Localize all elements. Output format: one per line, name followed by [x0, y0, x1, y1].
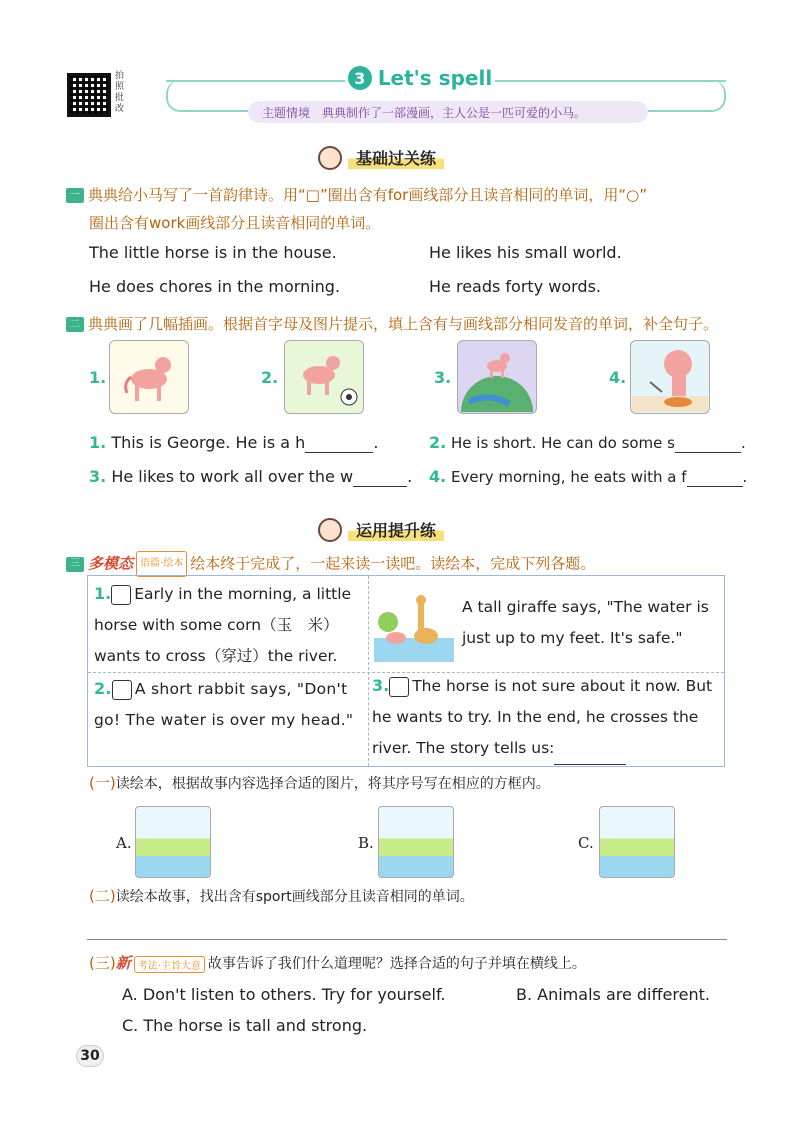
- unit-number: 3: [348, 66, 372, 90]
- story-grid: [87, 575, 725, 767]
- sub3-tag: 考法·主旨大意: [134, 956, 205, 973]
- q2-sentence-1: 1. This is George. He is a h .: [89, 433, 379, 452]
- q2-mark: 二: [66, 317, 84, 332]
- q2-sentence-3: 3. He likes to work all over the w .: [89, 467, 413, 486]
- theme-text: 典典制作了一部漫画，主人公是一匹可爱的小马。: [322, 105, 587, 120]
- qr-code[interactable]: [67, 73, 111, 117]
- q1-instruction-2: 圈出含有work画线部分且读音相同的单词。: [89, 214, 381, 232]
- theme-banner: [248, 101, 648, 123]
- horse-picture: [109, 340, 189, 414]
- giraffe-picture: [374, 592, 454, 662]
- horse-fork-picture: [630, 340, 710, 414]
- q1-sentence-2[interactable]: He likes his small world.: [429, 243, 622, 262]
- q3-mark: 三: [66, 557, 84, 572]
- multimodal-label: 多模态: [88, 554, 134, 573]
- sub3-option-a[interactable]: A. Don't listen to others. Try for yourself.: [122, 985, 446, 1004]
- horse-globe-picture: [457, 340, 537, 414]
- q1-instruction: 一 典典给小马写了一首韵律诗。用“□”圈出含有for画线部分且读音相同的单词，用“○”: [66, 183, 746, 207]
- q2-blank-2[interactable]: [675, 434, 741, 453]
- horse-soccer-picture: [284, 340, 364, 414]
- sub3-option-b[interactable]: B. Animals are different.: [516, 985, 710, 1004]
- q1-mark: 一: [66, 188, 84, 203]
- story-cell-1: 1. Early in the morning, a little horse with some corn（玉 米） wants to cross（穿过）the river.: [94, 584, 352, 665]
- q2-sentence-4: 4. Every morning, he eats with a f .: [429, 467, 748, 486]
- answer-box-3[interactable]: [389, 677, 409, 697]
- sub3: (三)新 考法·主旨大意 故事告诉了我们什么道理呢？选择合适的句子并填在横线上。: [89, 954, 586, 972]
- q2-img-num-4: 4.: [609, 368, 627, 387]
- q1-sentence-4[interactable]: He reads forty words.: [429, 277, 601, 296]
- q1-sentence-3[interactable]: He does chores in the morning.: [89, 277, 341, 296]
- q3-instruction: 三 多模态 语篇·绘本 绘本终于完成了，一起来读一读吧。读绘本，完成下列各题。: [66, 551, 766, 577]
- option-c-picture[interactable]: [599, 806, 675, 878]
- answer-box-1[interactable]: [111, 585, 131, 605]
- cartoon-face-icon: [318, 142, 344, 172]
- q2-blank-3[interactable]: [353, 467, 407, 487]
- option-b-label: B.: [358, 834, 374, 852]
- q3-tag: 语篇·绘本: [136, 551, 187, 577]
- q2-blank-1[interactable]: [305, 433, 373, 453]
- option-a-picture[interactable]: [135, 806, 211, 878]
- sub3-option-c[interactable]: C. The horse is tall and strong.: [122, 1016, 368, 1035]
- page-number: 30: [76, 1045, 104, 1067]
- section-title-basic: 基础过关练: [318, 140, 444, 174]
- story-blank[interactable]: [554, 733, 626, 765]
- option-a-label: A.: [116, 834, 132, 852]
- new-label: 新: [115, 954, 131, 972]
- theme-label: 主题情境: [262, 105, 311, 120]
- cartoon-face-icon: [318, 514, 344, 544]
- q2-img-num-3: 3.: [434, 368, 452, 387]
- q2-img-num-1: 1.: [89, 368, 107, 387]
- q2-sentence-2: 2. He is short. He can do some s .: [429, 433, 746, 452]
- option-c-label: C.: [578, 834, 594, 852]
- story-cell-giraffe: A tall giraffe says, "The water is just up to my feet. It's safe.": [462, 598, 709, 647]
- q2-blank-4[interactable]: [687, 468, 743, 487]
- sub1: (一)读绘本，根据故事内容选择合适的图片，将其序号写在相应的方框内。: [89, 774, 550, 792]
- unit-title: Let's spell: [377, 66, 493, 90]
- q1-sentence-1[interactable]: The little horse is in the house.: [89, 243, 337, 262]
- story-cell-3: 3. The horse is not sure about it now. But he wants to try. In the end, he crosses the river. The story tells us:: [372, 670, 722, 765]
- answer-line[interactable]: [87, 939, 727, 940]
- q2-img-num-2: 2.: [261, 368, 279, 387]
- unit-heading: [345, 62, 495, 94]
- sub2: (二)读绘本故事，找出含有sport画线部分且读音相同的单词。: [89, 887, 474, 905]
- qr-label: 拍照批改: [115, 71, 125, 114]
- answer-box-2[interactable]: [112, 680, 132, 700]
- option-b-picture[interactable]: [378, 806, 454, 878]
- story-cell-2: 2. A short rabbit says, "Don't go! The water is over my head.": [94, 679, 354, 729]
- q2-instruction: 二 典典画了几幅插画。根据首字母及图片提示，填上含有与画线部分相同发音的单词，补全句子。: [66, 312, 766, 336]
- section-title-advanced: 运用提升练: [318, 512, 444, 546]
